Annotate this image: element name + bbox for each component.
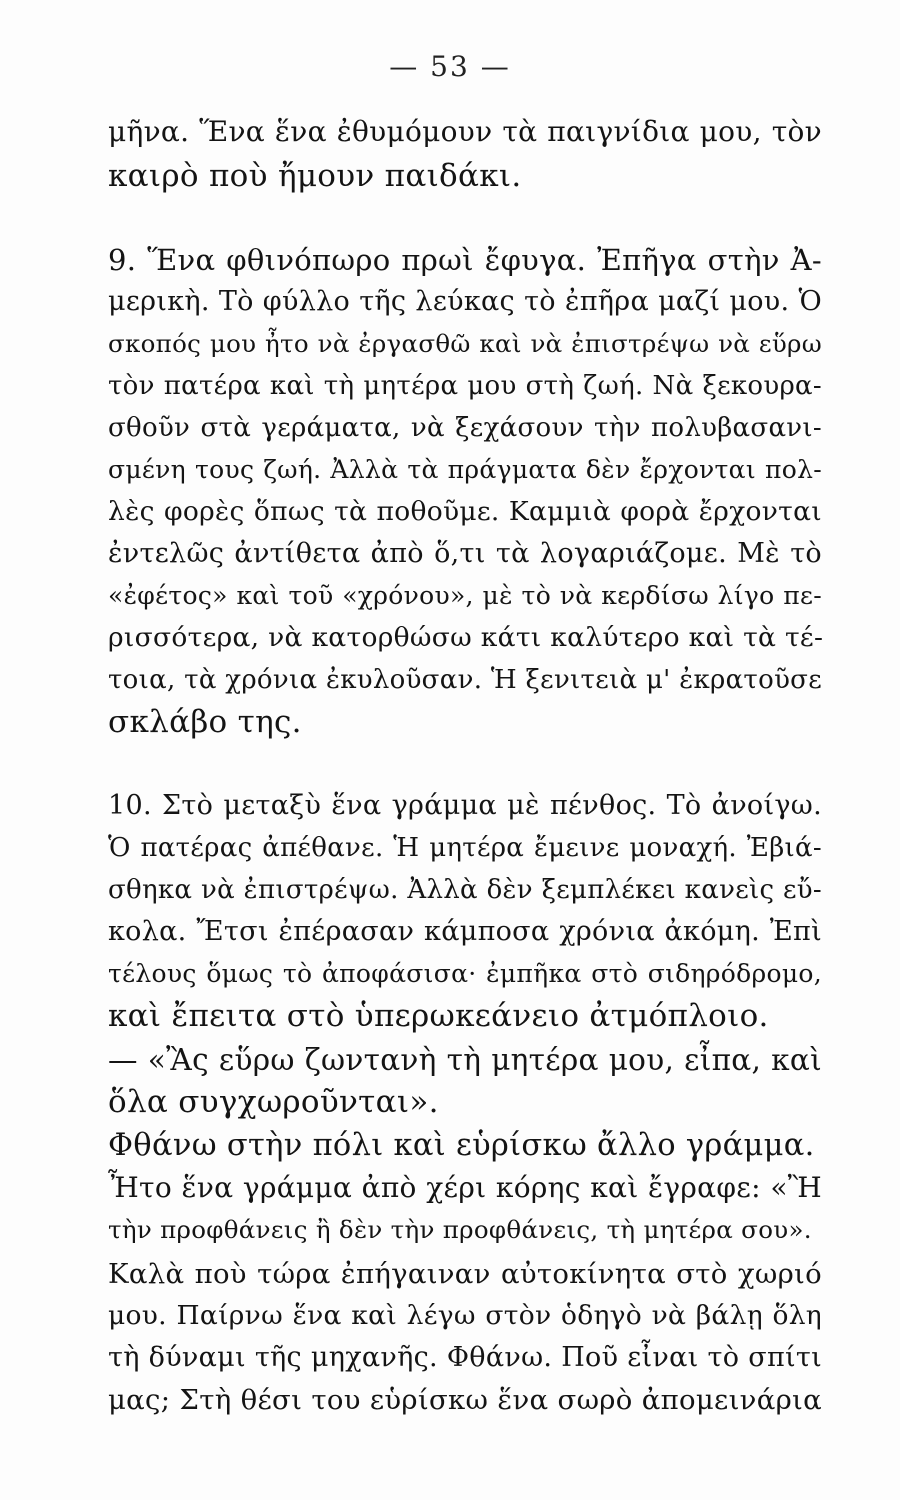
text-line: ἐντελῶς ἀντίθετα ἀπὸ ὅ,τι τὰ λογαριάζομε. Μὲ τὸ: [108, 538, 822, 569]
text-line: ὅλα συγχωροῦνται».: [108, 1084, 439, 1120]
text-line: λὲς φορὲς ὅπως τὰ ποθοῦμε. Καμμιὰ φορὰ ἔρχονται: [108, 496, 822, 527]
text-line: «ἐφέτος» καὶ τοῦ «χρόνου», μὲ τὸ νὰ κερδίσω λίγο πε-: [108, 581, 822, 610]
text-line: 10. Στὸ μεταξὺ ἕνα γράμμα μὲ πένθος. Τὸ ἀνοίγω.: [108, 790, 822, 821]
text-line: 9. Ἕνα φθινόπωρο πρωὶ ἔφυγα. Ἐπῆγα στὴν Ἀ-: [108, 243, 822, 277]
text-line: καὶ ἔπειτα στὸ ὑπερωκεάνειο ἀτμόπλοιο.: [108, 998, 769, 1034]
page-number: — 53 —: [389, 50, 511, 83]
text-line: Φθάνω στὴν πόλι καὶ εὑρίσκω ἄλλο γράμμα.: [108, 1128, 815, 1163]
text-line: τὴ δύναμι τῆς μηχανῆς. Φθάνω. Ποῦ εἶναι τὸ σπίτι: [108, 1342, 822, 1373]
text-line: τοια, τὰ χρόνια ἐκυλοῦσαν. Ἡ ξενιτειὰ μ' ἐκρατοῦσε: [108, 665, 822, 695]
text-line: Καλὰ ποὺ τώρα ἐπήγαιναν αὐτοκίνητα στὸ χωριό: [108, 1258, 822, 1290]
text-line: Ὁ πατέρας ἀπέθανε. Ἡ μητέρα ἔμεινε μοναχή. Ἐβιά-: [108, 833, 822, 863]
text-line: — «Ἂς εὕρω ζωντανὴ τὴ μητέρα μου, εἶπα, καὶ: [108, 1043, 822, 1077]
text-line: σθοῦν στὰ γεράματα, νὰ ξεχάσουν τὴν πολυβασανι-: [108, 413, 822, 443]
text-line: Ἦτο ἕνα γράμμα ἀπὸ χέρι κόρης καὶ ἔγραφε: «Ἢ: [108, 1171, 822, 1204]
text-line: μας; Στὴ θέσι του εὑρίσκω ἕνα σωρὸ ἀπομεινάρια: [108, 1384, 822, 1416]
text-line: τὴν προφθάνεις ἢ δὲν τὴν προφθάνεις, τὴ μητέρα σου».: [108, 1215, 812, 1244]
text-line: ρισσότερα, νὰ κατορθώσω κάτι καλύτερο καὶ τὰ τέ-: [108, 622, 824, 653]
text-line: σκοπός μου ἦτο νὰ ἐργασθῶ καὶ νὰ ἐπιστρέψω νὰ εὕρω: [108, 329, 822, 358]
text-line: τὸν πατέρα καὶ τὴ μητέρα μου στὴ ζωή. Νὰ ξεκουρα-: [108, 371, 822, 401]
text-line: μῆνα. Ἕνα ἕνα ἐθυμόμουν τὰ παιγνίδια μου, τὸν: [108, 115, 822, 148]
text-line: μερικὴ. Τὸ φύλλο τῆς λεύκας τὸ ἐπῆρα μαζί μου. Ὁ: [108, 286, 822, 317]
text-line: τέλους ὅμως τὸ ἀποφάσισα· ἐμπῆκα στὸ σιδηρόδρομο,: [108, 959, 822, 988]
text-line: σμένη τους ζωή. Ἀλλὰ τὰ πράγματα δὲν ἔρχονται πολ-: [108, 455, 822, 484]
text-line: σθηκα νὰ ἐπιστρέψω. Ἀλλὰ δὲν ξεμπλέκει κανεὶς εὔ-: [108, 875, 822, 905]
text-line: μου. Παίρνω ἕνα καὶ λέγω στὸν ὁδηγὸ νὰ βάλῃ ὅλη: [108, 1300, 822, 1331]
text-line: σκλάβο της.: [108, 704, 302, 740]
text-line: καιρὸ ποὺ ἤμουν παιδάκι.: [108, 158, 522, 194]
text-line: κολα. Ἔτσι ἐπέρασαν κάμποσα χρόνια ἀκόμη. Ἐπὶ: [108, 916, 822, 947]
